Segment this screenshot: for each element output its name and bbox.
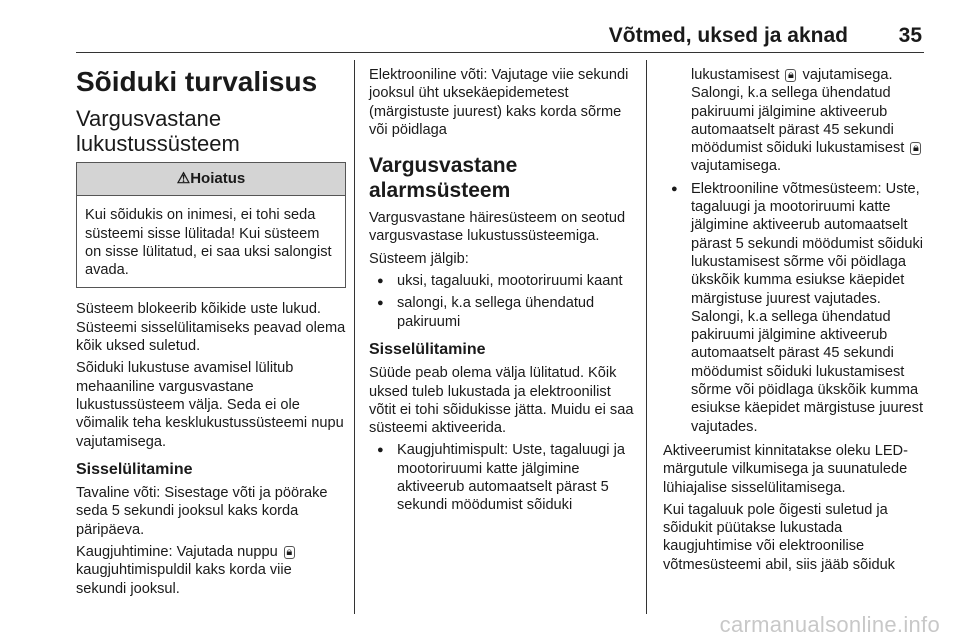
subsection-title-alarm: Vargusvastane alarmsüsteem: [369, 154, 518, 203]
paragraph: Süsteem jälgib:: [369, 250, 469, 267]
column-2: [369, 66, 637, 521]
paragraph: Aktiveerumist kinnitatakse oleku LED-märgutule vilkumisega ja suunatulede lühiajalise sisselülitamisega.: [663, 442, 908, 496]
warning-title: Hoiatus: [190, 170, 246, 187]
header-title: Võtmed, uksed ja aknad: [608, 24, 848, 47]
paragraph: [76, 543, 346, 598]
text-span: kaugjuhtimispuldil kaks korda viie sekundi jooksul.: [76, 562, 292, 597]
list-item: ● uksi, tagaluuki, mootoriruumi kaant: [369, 272, 637, 290]
paragraph: Süüde peab olema välja lülitatud. Kõik uksed tuleb lukustada ja elektroonilist võtit ei tohi sõidukisse jätta. Muidu ei saa süsteemi aktiveerida.: [369, 365, 634, 437]
text-span: vajutamisega. Salongi, k.a sellega ühendatud pakiruumi jälgimine aktiveerub automaatselt pärast 45 sekundi möödumist sõiduki lukustamisest: [691, 67, 905, 157]
lock-icon: 🔒︎: [785, 69, 796, 82]
column-3: [663, 66, 925, 578]
column-divider-2: [646, 60, 647, 614]
warning-icon: ⚠: [176, 170, 191, 187]
section-title: Sõiduki turvalisus: [76, 66, 318, 97]
column-1: [76, 60, 346, 602]
header-rule: [76, 52, 924, 53]
paragraph: Elektrooniline võti: Vajutage viie sekundi jooksul üht uksekäepidemetest (märgistuste juurest) kaks korda sõrme või pöidlaga: [369, 67, 629, 138]
monitor-list: [369, 272, 637, 331]
paragraph: Süsteem blokeerib kõikide uste lukud. Süsteemi sisselülitamiseks peavad olema kõik uksed suletud.: [76, 301, 346, 355]
paragraph: Kui tagaluuk pole õigesti suletud ja sõidukit püütakse lukustada kaugjuhtimise või elektroonilise võtmesüsteemi abil, siis jääb sõiduk: [663, 501, 895, 573]
heading-activation-alarm: Sisselülitamine: [369, 340, 486, 358]
lock-icon: 🔒︎: [910, 142, 921, 155]
heading-activation: Sisselülitamine: [76, 460, 193, 478]
list-continuation: [663, 66, 925, 176]
lock-icon: 🔒︎: [284, 546, 295, 559]
warning-box: [76, 162, 346, 288]
column-divider-1: [354, 60, 355, 614]
electronic-key-list: [663, 180, 925, 436]
text-span: vajutamisega.: [691, 158, 782, 175]
watermark: carmanualsonline.info: [719, 612, 940, 637]
list-item: ● Elektrooniline võtmesüsteem: Uste, tagaluugi ja mootoriruumi katte jälgimine aktiveerub automaatselt pärast 5 sekundi möödumist sõiduki lukustamisest sõrme või pöidlaga ükskõik kumma esiukse käepidet märgistuse juurest vajutades. Salongi, k.a sellega ühendatud pakiruumi jälgimine aktiveerub automaatselt pärast 45 sekundi möödumist sõiduki lukustamisest sõrme või pöidlaga ükskõik kumma esiukse käepidet märgistuse juurest vajutades.: [663, 180, 925, 436]
list-item: ● Kaugjuhtimispult: Uste, tagaluugi ja mootoriruumi katte jälgimine aktiveerub automaatselt pärast 5 sekundi möödumist sõiduki: [369, 441, 637, 514]
paragraph: Sõiduki lukustuse avamisel lülitub mehaaniline vargusvastane lukustussüsteem välja. Seda ei ole võimalik teha kesklukustussüsteemi nupu vajutamisega.: [76, 360, 344, 450]
paragraph: Tavaline võti: Sisestage võti ja pöörake seda 5 sekundi jooksul kaks korda päripäeva.: [76, 485, 328, 538]
warning-body: Kui sõidukis on inimesi, ei tohi seda süsteemi sisse lülitada! Kui süsteem on sisse lülitatud, ei saa uksi salongist avada.: [85, 207, 332, 279]
page-number: 35: [898, 24, 922, 47]
text-span: lukustamisest: [691, 67, 780, 83]
subsection-title: Vargusvastane lukustussüsteem: [76, 106, 240, 156]
list-item: ● salongi, k.a sellega ühendatud pakiruumi: [369, 294, 637, 331]
paragraph: Vargusvastane häiresüsteem on seotud vargusvastase lukustussüsteemiga.: [369, 210, 626, 245]
warning-header: [77, 163, 345, 196]
activation-list: [369, 441, 637, 514]
text-span: Kaugjuhtimine: Vajutada nuppu: [76, 544, 278, 561]
